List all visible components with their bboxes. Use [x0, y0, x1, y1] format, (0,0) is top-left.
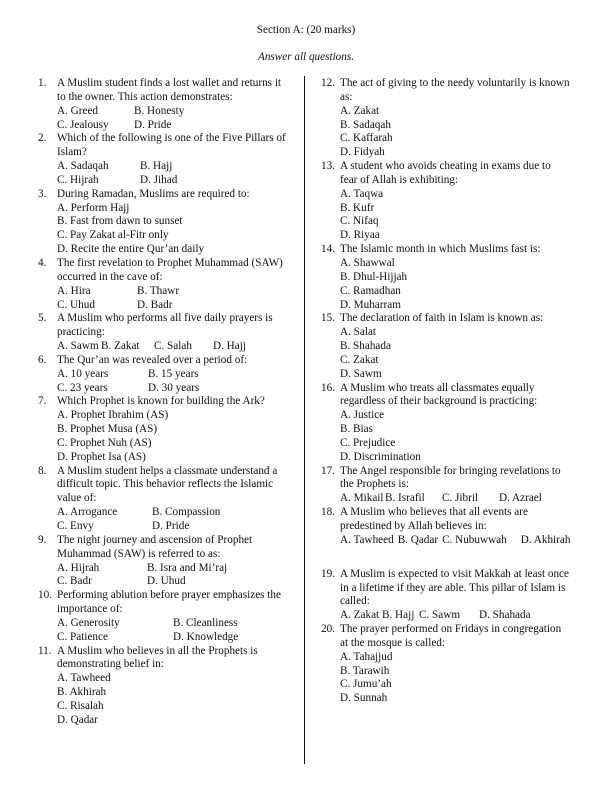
option: A. Hijrah	[57, 561, 100, 574]
option-row	[340, 492, 591, 506]
option: C. Jibril	[442, 492, 479, 505]
option-row	[340, 326, 591, 340]
option: A. Taqwa	[340, 187, 384, 200]
question-text: at the mosque is called:	[340, 636, 446, 649]
option-row	[340, 368, 591, 382]
question-6	[38, 354, 302, 396]
option: A. Tawheed	[57, 672, 111, 685]
option: C. Prejudice	[340, 436, 396, 449]
option-row	[340, 609, 591, 623]
option: B. Shahada	[340, 340, 391, 353]
option-row	[57, 700, 302, 714]
option: C. Salah	[154, 340, 192, 353]
option-row	[340, 665, 591, 679]
option: B. 15 years	[148, 367, 199, 380]
question-text: A Muslim student finds a lost wallet and returns it	[57, 77, 282, 89]
option: D. Akhirah	[520, 533, 571, 546]
question-18	[321, 506, 591, 548]
instruction: Answer all questions.	[257, 51, 355, 63]
question-text: in a lifetime if they are able. This pillar of Islam is	[340, 581, 566, 594]
option: D. Knowledge	[173, 630, 239, 643]
option-row	[340, 340, 591, 354]
option: C. Zakat	[340, 353, 379, 366]
option-row	[57, 285, 302, 299]
right-column	[321, 77, 591, 706]
question-12	[321, 77, 591, 160]
option: D. Fidyah	[340, 146, 385, 159]
option: D. Azrael	[499, 492, 542, 505]
option-row	[340, 215, 591, 229]
option: A. Sadaqah	[57, 160, 109, 173]
option-row	[340, 678, 591, 692]
option-row	[57, 368, 302, 382]
question-text: Muhammad (SAW) is referred to as:	[57, 547, 221, 560]
option: A. Perform Hajj	[57, 201, 130, 214]
option: D. Pride	[134, 118, 172, 131]
option: A. Mikail	[340, 492, 384, 505]
option: B. Bias	[340, 423, 373, 436]
option-row	[340, 229, 591, 243]
question-text: A Muslim who treats all classmates equally	[340, 381, 535, 394]
option-row	[340, 437, 591, 451]
option-row	[57, 229, 302, 243]
option-row	[340, 299, 591, 313]
question-text: The declaration of faith in Islam is known as:	[340, 312, 544, 325]
column-divider	[304, 76, 305, 764]
spacer	[321, 548, 591, 568]
option-row	[57, 686, 302, 700]
option-row	[57, 506, 302, 520]
left-column	[38, 77, 302, 728]
question-text: A Muslim student helps a classmate understand a	[57, 464, 278, 477]
question-17	[321, 465, 591, 507]
option-row	[340, 534, 591, 548]
question-3	[38, 188, 302, 257]
question-text: difficult topic. This behavior reflects the Islamic	[57, 478, 274, 491]
option: A. Prophet Ibrahim (AS)	[57, 409, 169, 422]
option: C. Prophet Nuh (AS)	[57, 436, 152, 449]
question-10	[38, 589, 302, 644]
option: C. Kaffarah	[340, 132, 393, 145]
question-number: 13.	[321, 160, 335, 173]
question-9	[38, 534, 302, 589]
option-row	[57, 202, 302, 216]
question-text: predestined by Allah believes in:	[340, 520, 487, 532]
option: D. Jihad	[140, 173, 178, 186]
question-text: Which of the following is one of the Five Pillars of	[57, 132, 286, 145]
option-row	[340, 188, 591, 202]
option: D. Muharram	[340, 298, 401, 311]
option-row	[340, 132, 591, 146]
question-number: 6.	[38, 353, 47, 366]
question-number: 11.	[38, 644, 52, 657]
option: D. Sunnah	[340, 692, 388, 705]
question-text: to the owner. This action demonstrates:	[57, 90, 233, 103]
question-text: regardless of their background is practicing:	[340, 395, 538, 408]
question-number: 3.	[38, 187, 47, 200]
question-text: The prayer performed on Fridays in congregation	[340, 623, 562, 636]
question-text: Islam?	[57, 146, 87, 159]
question-number: 9.	[38, 533, 47, 546]
option: B. Thawr	[137, 284, 180, 297]
option-row	[340, 271, 591, 285]
option: A. Tahajjud	[340, 650, 393, 663]
option: B. Akhirah	[57, 686, 107, 699]
option: D. Hajj	[213, 340, 246, 353]
question-8	[38, 465, 302, 534]
option: B. Dhul-Hijjah	[340, 270, 408, 283]
question-number: 2.	[38, 132, 47, 145]
question-text: called:	[340, 595, 370, 608]
question-text: practicing:	[57, 326, 105, 339]
option: A. Tawheed	[340, 533, 394, 546]
option: B. Fast from dawn to sunset	[57, 215, 183, 228]
option: C. Sawm	[419, 609, 461, 622]
option: B. Kufr	[340, 201, 375, 214]
option-row	[57, 562, 302, 576]
option: C. Patience	[57, 630, 108, 643]
option: A. Generosity	[57, 616, 120, 629]
option: C. Envy	[57, 520, 94, 532]
question-text: The Angel responsible for bringing revelations to	[340, 464, 561, 477]
question-2	[38, 132, 302, 187]
option-row	[57, 672, 302, 686]
question-5	[38, 312, 302, 354]
option: B. Israfil	[385, 492, 425, 505]
question-1	[38, 77, 302, 132]
question-15	[321, 312, 591, 381]
option: C. Hijrah	[57, 173, 99, 186]
question-14	[321, 243, 591, 312]
option: A. Zakat	[340, 104, 380, 117]
question-number: 16.	[321, 381, 335, 394]
question-text: occurred in the cave of:	[57, 270, 163, 283]
question-text: The night journey and ascension of Prophet	[57, 533, 253, 546]
option-row	[340, 423, 591, 437]
option-row	[340, 202, 591, 216]
option-row	[57, 340, 302, 354]
question-4	[38, 257, 302, 312]
question-text: Performing ablution before prayer emphasizes the	[57, 589, 281, 602]
option: D. 30 years	[148, 381, 200, 394]
option: A. Shawwal	[340, 256, 395, 269]
option-row	[57, 437, 302, 451]
option-row	[340, 285, 591, 299]
option-row	[340, 119, 591, 133]
question-number: 7.	[38, 395, 47, 408]
question-text: A Muslim who believes that all events are	[340, 506, 528, 519]
option-row	[340, 651, 591, 665]
option: B. Sadaqah	[340, 118, 391, 131]
option-row	[57, 105, 302, 119]
option: A. Arrogance	[57, 506, 118, 519]
option-row	[57, 451, 302, 465]
option-row	[57, 119, 302, 133]
option-row	[340, 257, 591, 271]
option-row	[340, 451, 591, 465]
option: B. Honesty	[134, 104, 185, 117]
question-number: 4.	[38, 256, 47, 269]
option-row	[340, 354, 591, 368]
question-number: 18.	[321, 506, 335, 519]
option: B. Qadar	[397, 533, 439, 546]
option: C. Jumu’ah	[340, 678, 392, 691]
question-text: The Qur’an was revealed over a period of:	[57, 353, 248, 366]
option-row	[57, 631, 302, 645]
option: C. Nifaq	[340, 215, 379, 228]
option: C. Badr	[57, 575, 92, 588]
option: D. Shahada	[479, 609, 531, 622]
question-text: fear of Allah is exhibiting:	[340, 173, 459, 186]
option-row	[57, 299, 302, 313]
option: A. Salat	[340, 326, 377, 339]
option-row	[57, 382, 302, 396]
question-number: 14.	[321, 243, 335, 256]
option: C. Uhud	[57, 298, 95, 311]
option: D. Badr	[137, 298, 173, 311]
option-row	[57, 174, 302, 188]
option: A. Zakat	[340, 609, 380, 622]
question-text: During Ramadan, Muslims are required to:	[57, 187, 250, 200]
option: B. Hajj	[382, 609, 415, 622]
question-number: 5.	[38, 312, 47, 325]
option: A. Sawm	[57, 340, 99, 353]
question-text: A Muslim is expected to visit Makkah at least once	[340, 567, 569, 580]
option: B. Tarawih	[340, 664, 390, 677]
question-text: The first revelation to Prophet Muhammad (SAW)	[57, 256, 283, 269]
option-row	[57, 520, 302, 534]
option: B. Prophet Musa (AS)	[57, 423, 158, 436]
question-13	[321, 160, 591, 243]
option: C. Nubuwwah	[442, 533, 507, 546]
question-19	[321, 568, 591, 623]
option-row	[57, 423, 302, 437]
option-row	[57, 409, 302, 423]
question-number: 15.	[321, 312, 335, 325]
question-number: 12.	[321, 77, 335, 89]
option-row	[57, 575, 302, 589]
question-number: 10.	[38, 589, 52, 602]
option: A. Greed	[57, 104, 99, 117]
question-text: value of:	[57, 492, 97, 505]
option-row	[57, 215, 302, 229]
question-text: demonstrating belief in:	[57, 658, 164, 671]
option: D. Riyaa	[340, 229, 380, 242]
question-number: 19.	[321, 567, 335, 580]
option: C. Risalah	[57, 699, 104, 712]
option: D. Recite the entire Qur’an daily	[57, 243, 205, 256]
option: D. Uhud	[147, 575, 186, 588]
question-7	[38, 395, 302, 464]
option: D. Prophet Isa (AS)	[57, 450, 146, 463]
option: C. Jealousy	[57, 118, 109, 131]
section-title: Section A: (20 marks)	[256, 24, 356, 36]
question-text: the Prophets is:	[340, 478, 409, 491]
option-row	[57, 617, 302, 631]
question-text: A Muslim who performs all five daily prayers is	[57, 312, 273, 325]
option-row	[57, 160, 302, 174]
option: D. Qadar	[57, 713, 99, 726]
option-row	[340, 409, 591, 423]
option: D. Sawm	[340, 367, 382, 380]
option-row	[340, 146, 591, 160]
option: B. Isra and Mi’raj	[147, 561, 228, 574]
question-text: as:	[340, 90, 353, 103]
question-number: 8.	[38, 464, 47, 477]
option: D. Discrimination	[340, 450, 421, 463]
question-11	[38, 645, 302, 728]
question-number: 20.	[321, 623, 335, 636]
question-text: The Islamic month in which Muslims fast is:	[340, 243, 541, 256]
option: A. Hira	[57, 284, 91, 297]
option-row	[57, 714, 302, 728]
option: B. Zakat	[101, 340, 140, 353]
question-text: importance of:	[57, 603, 123, 616]
question-text: A student who avoids cheating in exams due to	[340, 160, 551, 173]
option: C. Pay Zakat al-Fitr only	[57, 229, 169, 242]
question-number: 17.	[321, 464, 335, 477]
option-row	[340, 692, 591, 706]
option: A. 10 years	[57, 367, 109, 380]
question-text: Which Prophet is known for building the Ark?	[57, 395, 265, 408]
question-20	[321, 623, 591, 706]
question-text: A Muslim who believes in all the Prophets is	[57, 644, 258, 657]
option: B. Cleanliness	[173, 616, 238, 629]
option: C. Ramadhan	[340, 284, 401, 297]
option: D. Pride	[152, 520, 190, 532]
option-row	[57, 243, 302, 257]
question-16	[321, 382, 591, 465]
option: B. Compassion	[152, 506, 221, 519]
option: B. Hajj	[140, 160, 173, 173]
option-row	[340, 105, 591, 119]
question-text: The act of giving to the needy voluntarily is known	[340, 77, 570, 89]
question-number: 1.	[38, 77, 47, 89]
option: A. Justice	[340, 409, 385, 422]
option: C. 23 years	[57, 381, 108, 394]
